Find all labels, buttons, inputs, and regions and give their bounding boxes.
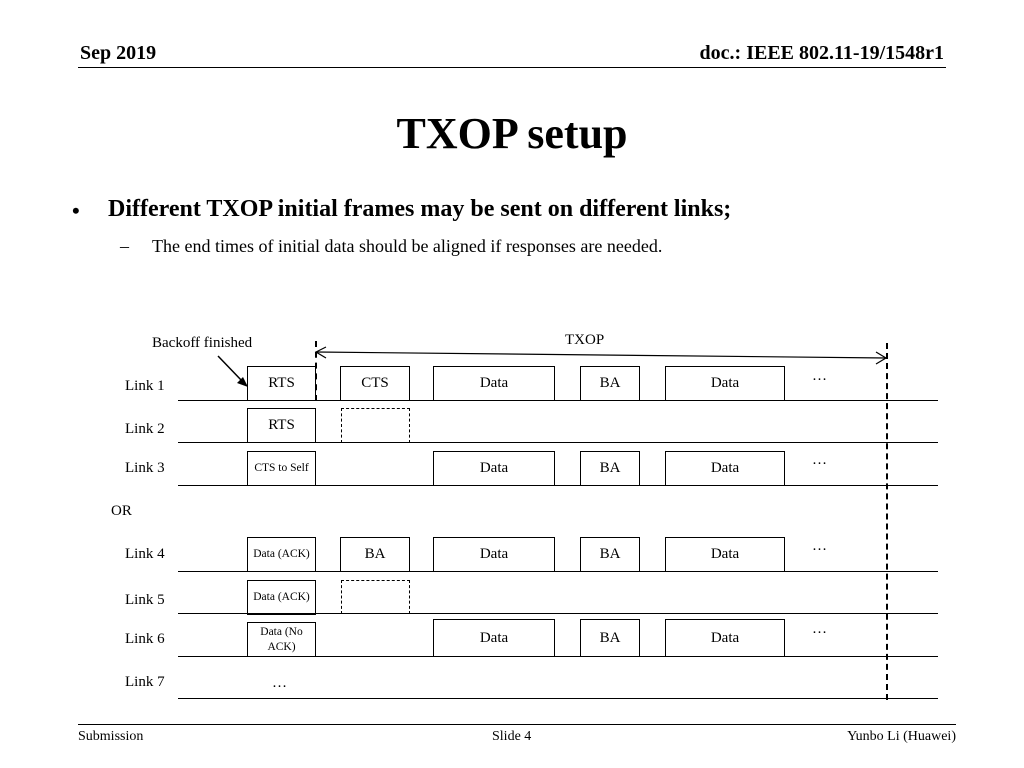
header-doc-id: doc.: IEEE 802.11-19/1548r1 — [699, 42, 944, 64]
backoff-label: Backoff finished — [152, 335, 253, 351]
frame-data: Data — [665, 537, 785, 572]
link-label: Link 5 — [125, 592, 165, 608]
link-timeline — [178, 400, 938, 401]
frame-data: Data — [665, 451, 785, 486]
link-label: Link 2 — [125, 421, 165, 437]
footer-submission: Submission — [78, 729, 144, 744]
link-timeline — [178, 698, 938, 699]
continuation-ellipsis: … — [272, 675, 287, 691]
link-label: Link 4 — [125, 546, 165, 562]
frame-data: Data — [433, 619, 555, 657]
or-separator: OR — [111, 503, 132, 519]
link-timeline — [178, 442, 938, 443]
link-label: Link 3 — [125, 460, 165, 476]
frame-data: Data — [433, 366, 555, 401]
frame-ba: BA — [580, 537, 640, 572]
frame-rts: RTS — [247, 408, 316, 443]
frame-data-no-ack: Data (No ACK) — [247, 622, 316, 657]
frame-data: Data — [433, 537, 555, 572]
frame-cts-to-self: CTS to Self — [247, 451, 316, 486]
bullet-text: Different TXOP initial frames may be sent on different links; — [108, 196, 732, 222]
continuation-ellipsis: … — [812, 621, 827, 637]
frame-data: Data — [665, 366, 785, 401]
sub-bullet-text: The end times of initial data should be aligned if responses are needed. — [152, 236, 663, 256]
slide-number: Slide 4 — [492, 729, 532, 744]
link-timeline — [178, 656, 938, 657]
footer-rule — [78, 724, 956, 725]
header-date: Sep 2019 — [80, 42, 157, 64]
sub-bullet-marker: – — [120, 236, 129, 256]
continuation-ellipsis: … — [812, 368, 827, 384]
txop-end-marker — [886, 343, 888, 700]
bullet-marker: • — [72, 198, 80, 223]
frame-ba: BA — [580, 366, 640, 401]
continuation-ellipsis: … — [812, 538, 827, 554]
frame-data-ack: Data (ACK) — [247, 537, 316, 572]
frame-data: Data — [433, 451, 555, 486]
slide-title: TXOP setup — [396, 109, 628, 158]
frame-ba: BA — [580, 451, 640, 486]
link-timeline — [178, 485, 938, 486]
link-timeline — [178, 571, 938, 572]
frame-ba: BA — [580, 619, 640, 657]
empty-slot — [341, 580, 410, 614]
link-label: Link 7 — [125, 674, 165, 690]
link-label: Link 6 — [125, 631, 165, 647]
footer-author: Yunbo Li (Huawei) — [847, 729, 956, 744]
link-label: Link 1 — [125, 378, 165, 394]
frame-data-ack: Data (ACK) — [247, 580, 316, 615]
txop-label: TXOP — [565, 332, 605, 348]
frame-ba: BA — [340, 537, 410, 572]
frame-cts: CTS — [340, 366, 410, 401]
frame-data: Data — [665, 619, 785, 657]
empty-slot — [341, 408, 410, 443]
link-timeline — [178, 613, 938, 614]
frame-rts: RTS — [247, 366, 316, 401]
continuation-ellipsis: … — [812, 452, 827, 468]
